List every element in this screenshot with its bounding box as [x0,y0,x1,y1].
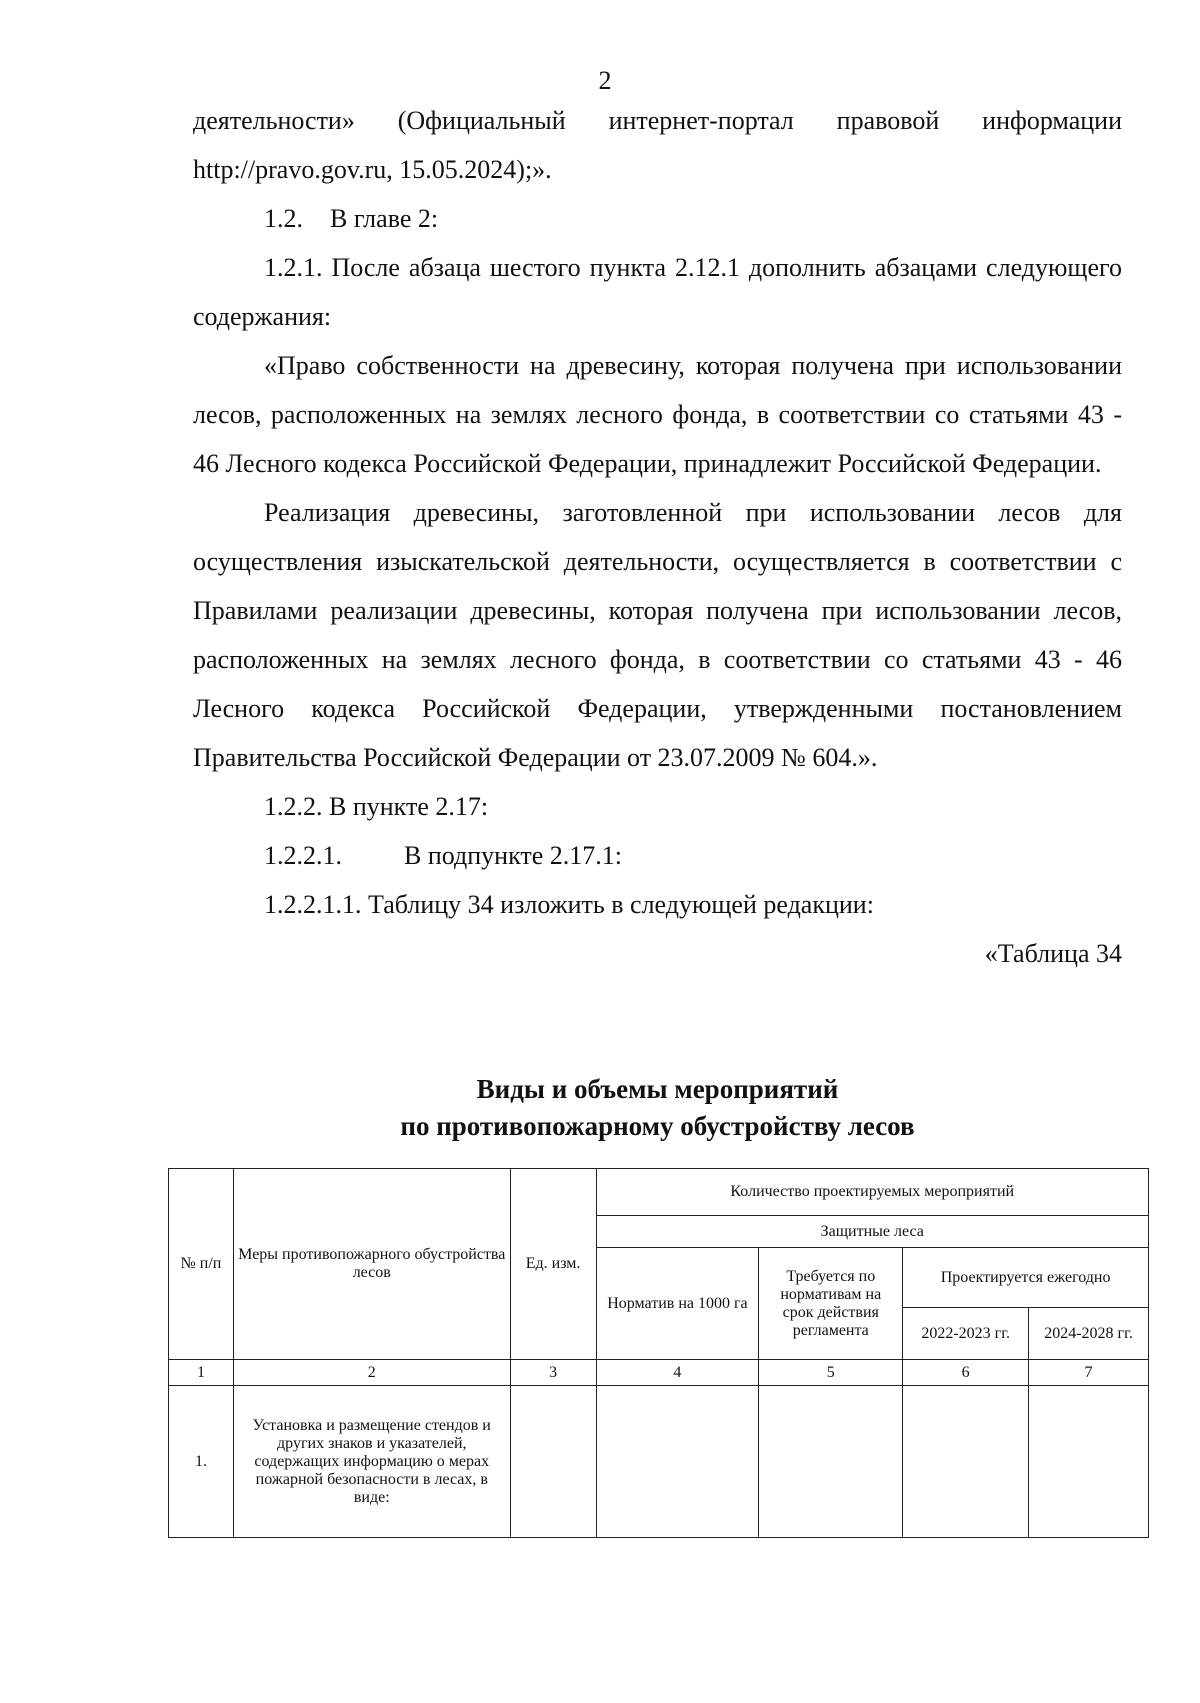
header-num: № п/п [169,1169,234,1360]
col-number-3: 3 [510,1360,596,1386]
paragraph-6: 1.2.2. В пункте 2.17: [264,792,489,821]
col-number-5: 5 [759,1360,903,1386]
paragraph-4: «Право собственности на древесину, которая получена при использовании лесов, расположенных на землях лесного фонда, в соответствии со статьями 43 - 46 Лесного кодекса Российской Федерации, принадлежит Российской Федерации. [193,351,1122,478]
paragraph-3: 1.2.1. После абзаца шестого пункта 2.12.1 дополнить абзацами следующего содержания: [193,253,1122,331]
paragraph-1-line-1: деятельности» (Официальный интернет-портал правовой информации [193,106,1122,135]
table-title-line-2: по противопожарному обустройству лесов [400,1111,915,1141]
row-1-unit [510,1386,596,1538]
header-required: Требуется по нормативам на срок действия регламента [759,1248,903,1360]
table-title-line-1: Виды и объемы мероприятий [476,1074,839,1104]
header-count: Количество проектируемых мероприятий [596,1169,1148,1216]
table-title [193,1071,1122,1145]
row-1-required [759,1386,903,1538]
row-1-num: 1. [169,1386,234,1538]
paragraph-7-text: В подпункте 2.17.1: [404,841,622,870]
page-number: 2 [598,66,612,95]
table-row [169,1386,1149,1538]
col-number-6: 6 [903,1360,1029,1386]
table-34 [168,1168,1149,1538]
row-1-period-2 [1029,1386,1149,1538]
paragraph-7-number: 1.2.2.1. [264,841,342,870]
paragraph-2-number: 1.2. [264,204,303,233]
document-body [193,96,1122,978]
header-unit: Ед. изм. [510,1169,596,1360]
row-1-norm [596,1386,759,1538]
paragraph-1-line-2: http://pravo.gov.ru, 15.05.2024);». [193,155,552,184]
col-number-2: 2 [233,1360,510,1386]
header-period-1: 2022-2023 гг. [903,1308,1029,1360]
col-number-1: 1 [169,1360,234,1386]
paragraph-7 [193,831,1122,880]
header-annual: Проектируется ежегодно [903,1248,1149,1308]
header-norm: Норматив на 1000 га [596,1248,759,1360]
paragraph-2 [193,194,1122,243]
table-reference: «Таблица 34 [984,939,1122,968]
col-number-4: 4 [596,1360,759,1386]
paragraph-8: 1.2.2.1.1. Таблицу 34 изложить в следующей редакции: [264,890,874,919]
header-protective-forests: Защитные леса [596,1216,1148,1248]
paragraph-2-text: В главе 2: [330,204,439,233]
header-period-2: 2024-2028 гг. [1029,1308,1149,1360]
row-1-period-1 [903,1386,1029,1538]
row-1-measure: Установка и размещение стендов и других знаков и указателей, содержащих информацию о мерах пожарной безопасности в лесах, в виде: [233,1386,510,1538]
col-number-7: 7 [1029,1360,1149,1386]
paragraph-5: Реализация древесины, заготовленной при использовании лесов для осуществления изыскательской деятельности, осуществляется в соответствии с Правилами реализации древесины, которая получена при использовании лесов, расположенных на землях лесного фонда, в соответствии со статьями 43 - 46 Лесного кодекса Российской Федерации, утвержденными постановлением Правительства Российской Федерации от 23.07.2009 № 604.». [193,498,1122,772]
header-measures: Меры противопожарного обустройства лесов [233,1169,510,1360]
